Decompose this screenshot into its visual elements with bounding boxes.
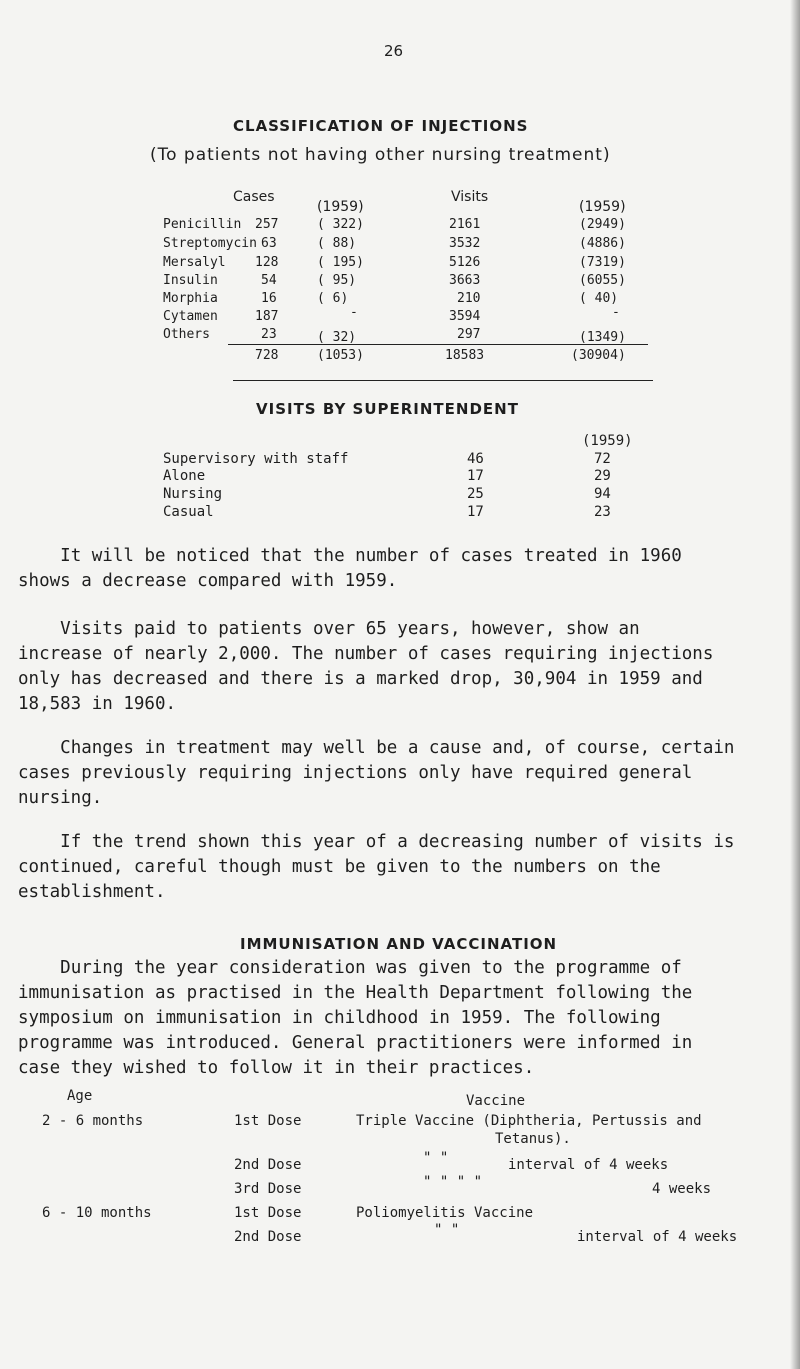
- schedule-dose: 2nd Dose: [234, 1157, 302, 1173]
- schedule-vaccine: interval of 4 weeks: [577, 1229, 738, 1245]
- page-number: 26: [384, 42, 404, 60]
- schedule-header-age: Age: [67, 1088, 93, 1104]
- schedule-vaccine-continued: Tetanus).: [495, 1131, 571, 1147]
- table-row-cases-1959: ( 95): [317, 273, 357, 288]
- table-row-cases: 16: [261, 291, 277, 306]
- schedule-ditto: " ": [434, 1222, 460, 1238]
- table-row-visits-1959: (4886): [579, 236, 626, 251]
- list-item-label: Supervisory with staff: [163, 451, 349, 467]
- table-row-visits-1959: (6055): [579, 273, 626, 288]
- table-row-name: Mersalyl: [163, 255, 226, 270]
- list-item-value: 25: [467, 486, 484, 502]
- paragraph-cases-decrease: It will be noticed that the number of cases treated in 1960 shows a decrease compared with 1959.: [18, 546, 682, 591]
- table-row-cases: 63: [261, 236, 277, 251]
- schedule-dose: 3rd Dose: [234, 1181, 302, 1197]
- injections-subtitle: (To patients not having other nursing treatment): [150, 145, 611, 165]
- paragraph-treatment-changes: Changes in treatment may well be a cause and, of course, certain cases previously requiring injections only have required general nursing.: [18, 738, 735, 808]
- table-row-visits: 3532: [449, 236, 481, 251]
- table-row-visits: 5126: [449, 255, 481, 270]
- table-row-visits-1959: (7319): [579, 255, 626, 270]
- header-visits-1959: (1959): [579, 199, 626, 215]
- schedule-vaccine: 4 weeks: [652, 1181, 712, 1197]
- list-item-value-1959: 72: [594, 451, 611, 467]
- list-item-value-1959: 94: [594, 486, 611, 502]
- list-item-value-1959: 29: [594, 468, 611, 484]
- paragraph-immunisation: During the year consideration was given to the programme of immunisation as practised in the Health Department following the symposium on immunisation in childhood in 1959. The following programme was introduced. General practitioners were informed in case they wished to follow it in their practices.: [18, 958, 693, 1078]
- list-item-value-1959: 23: [594, 504, 611, 520]
- table-row-visits-1959: (1349): [579, 330, 626, 345]
- table-row-cases-1959: ( 32): [317, 330, 357, 345]
- table-row-name: Penicillin: [163, 217, 242, 232]
- schedule-dose: 1st Dose: [234, 1113, 302, 1129]
- table-row-cases: 54: [261, 273, 277, 288]
- table-row-cases-1959: ( 88): [317, 236, 357, 251]
- table-row-name: Streptomycin: [163, 236, 257, 251]
- header-cases: Cases: [233, 189, 275, 205]
- table-row-name: Cytamen: [163, 309, 218, 324]
- table-row-visits: 3594: [449, 309, 481, 324]
- table-row-visits: 297: [457, 327, 481, 342]
- list-item-label: Casual: [163, 504, 214, 520]
- injections-title: CLASSIFICATION OF INJECTIONS: [233, 117, 529, 135]
- table-row-name: Insulin: [163, 273, 218, 288]
- paragraph-visits-over-65: Visits paid to patients over 65 years, however, show an increase of nearly 2,000. The number of cases requiring injections only has decreased and there is a marked drop, 30,904 in 1959 and 18,583 in 1960.: [18, 619, 714, 714]
- table-row-cases: 187: [255, 309, 279, 324]
- list-item-label: Nursing: [163, 486, 223, 502]
- schedule-ditto: " " " ": [423, 1174, 483, 1190]
- schedule-dose: 2nd Dose: [234, 1229, 302, 1245]
- table-row-visits: 2161: [449, 217, 481, 232]
- list-item-label: Alone: [163, 468, 206, 484]
- list-item-value: 17: [467, 504, 484, 520]
- schedule-header-vaccine: Vaccine: [466, 1093, 526, 1109]
- table-row-cases-1959: ( 322): [317, 217, 364, 232]
- table-row-visits-1959: ( 40): [579, 291, 619, 306]
- superintendent-header-1959: (1959): [582, 433, 633, 449]
- total-visits-1959: (30904): [571, 348, 626, 363]
- schedule-vaccine: interval of 4 weeks: [508, 1157, 669, 1173]
- header-cases-1959: (1959): [317, 199, 364, 215]
- total-cases-1959: (1053): [317, 348, 364, 363]
- table-row-visits: 210: [457, 291, 481, 306]
- schedule-vaccine: Triple Vaccine (Diphtheria, Pertussis and: [356, 1113, 702, 1129]
- list-item-value: 17: [467, 468, 484, 484]
- table-row-visits-1959: -: [612, 305, 620, 320]
- schedule-dose: 1st Dose: [234, 1205, 302, 1221]
- section-divider: [233, 380, 653, 381]
- table-row-name: Morphia: [163, 291, 218, 306]
- total-visits: 18583: [445, 348, 485, 363]
- list-item-value: 46: [467, 451, 484, 467]
- immunisation-title: IMMUNISATION AND VACCINATION: [240, 935, 558, 953]
- table-row-visits: 3663: [449, 273, 481, 288]
- schedule-age: 6 - 10 months: [42, 1205, 152, 1221]
- table-row-cases: 128: [255, 255, 279, 270]
- table-row-cases-1959: -: [350, 305, 358, 320]
- header-visits: Visits: [451, 189, 489, 205]
- table-row-visits-1959: (2949): [579, 217, 626, 232]
- table-row-name: Others: [163, 327, 210, 342]
- superintendent-title: VISITS BY SUPERINTENDENT: [256, 400, 519, 418]
- scan-edge-shadow: [790, 0, 800, 1369]
- schedule-ditto: " ": [423, 1150, 449, 1166]
- total-cases: 728: [255, 348, 279, 363]
- schedule-age: 2 - 6 months: [42, 1113, 144, 1129]
- schedule-vaccine: Poliomyelitis Vaccine: [356, 1205, 534, 1221]
- table-row-cases-1959: ( 195): [317, 255, 364, 270]
- table-total-rule: [228, 344, 648, 345]
- table-row-cases: 257: [255, 217, 279, 232]
- table-row-cases-1959: ( 6): [317, 291, 349, 306]
- table-row-cases: 23: [261, 327, 277, 342]
- paragraph-trend: If the trend shown this year of a decreasing number of visits is continued, careful though must be given to the numbers on the establishment.: [18, 832, 735, 902]
